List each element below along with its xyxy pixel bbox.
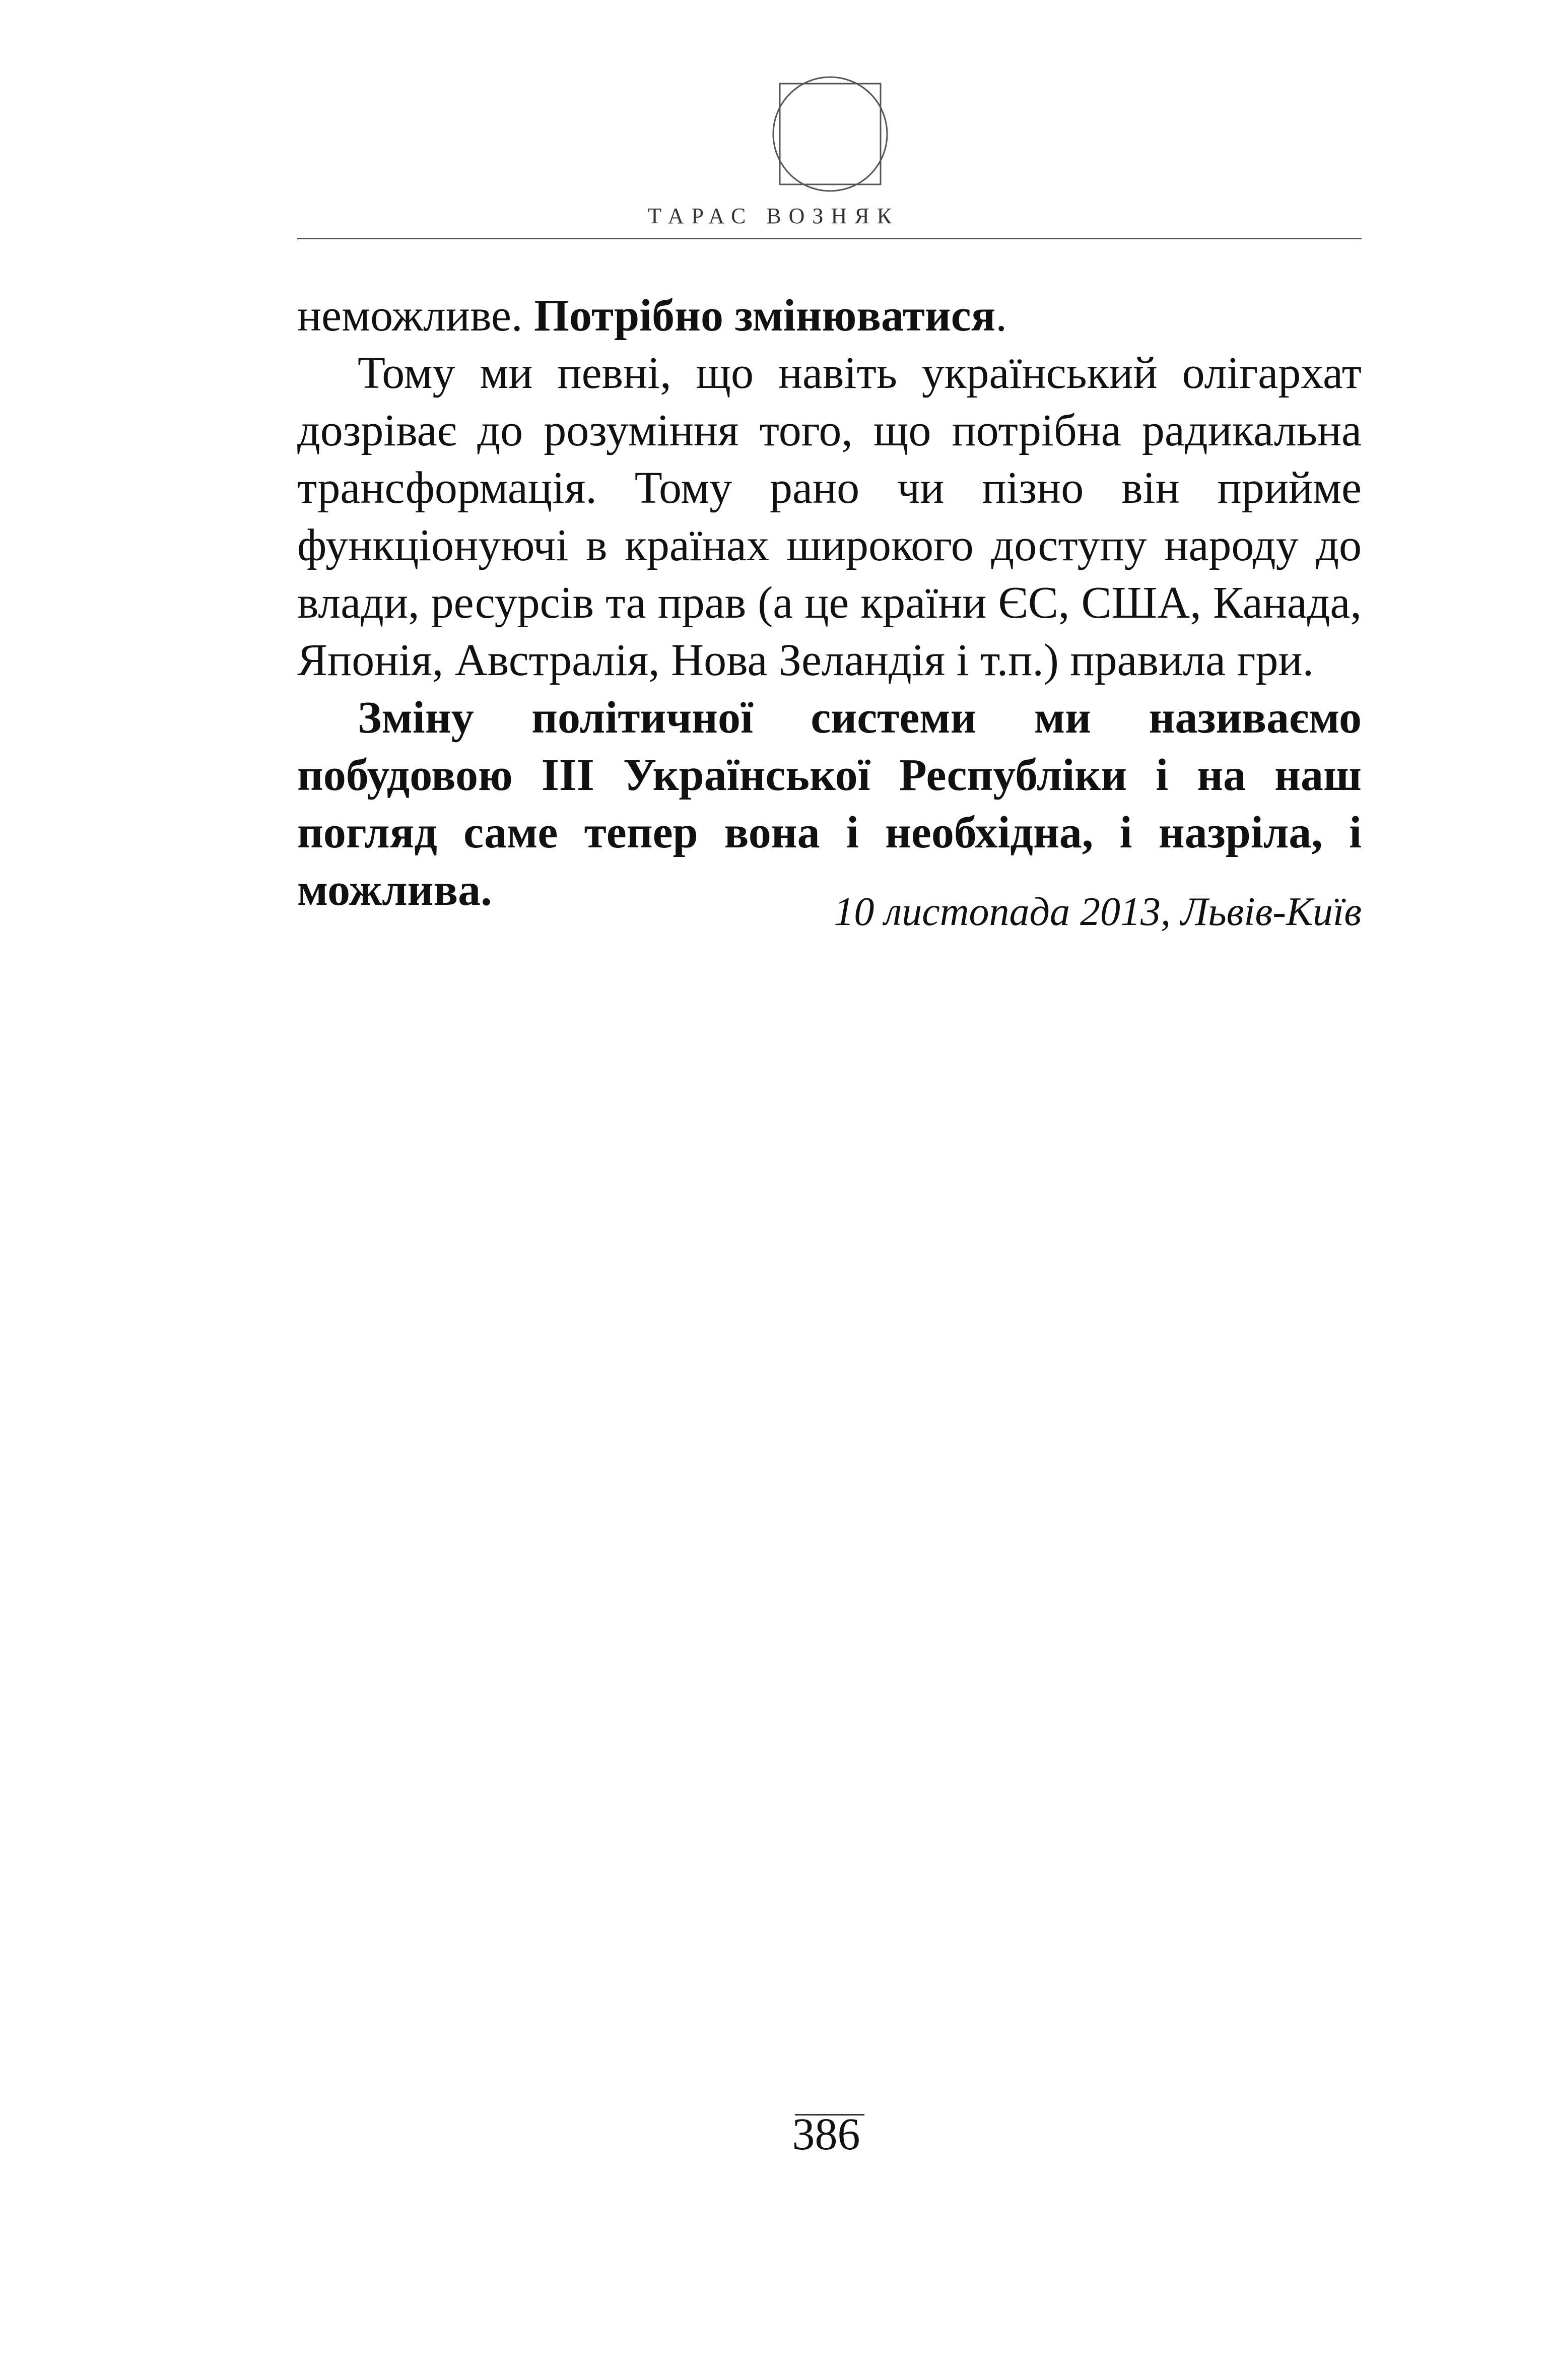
paragraph-1	[297, 287, 1362, 345]
date-place-line: 10 листопада 2013, Львів-Київ	[834, 890, 1362, 934]
paragraph-1-end: .	[995, 291, 1007, 341]
page-number: 386	[792, 2109, 860, 2159]
page-body	[297, 287, 1362, 919]
paragraph-1-text: неможливе.	[297, 291, 534, 341]
running-header-author: ТАРАС ВОЗНЯК	[648, 204, 899, 228]
paragraph-2: Тому ми певні, що навіть український олігархат дозріває до розуміння того, що потрібна радикальна трансформація. Тому рано чи пізно він прийме функціонуючі в країнах широкого доступу народу до влади, ресурсів та прав (а це країни ЄС, США, Канада, Японія, Австралія, Нова Зеландія і т.п.) правила гри.	[297, 348, 1362, 685]
paragraph-3: Зміну політичної системи ми називаємо побудовою ІІІ Української Республіки і на наш погляд саме тепер вона і необхідна, і назріла, і можлива.	[297, 693, 1362, 915]
paragraph-1-bold: Потрібно змінюватися	[534, 291, 996, 341]
header-divider	[297, 238, 1362, 239]
circle-square-emblem-icon	[772, 76, 889, 192]
